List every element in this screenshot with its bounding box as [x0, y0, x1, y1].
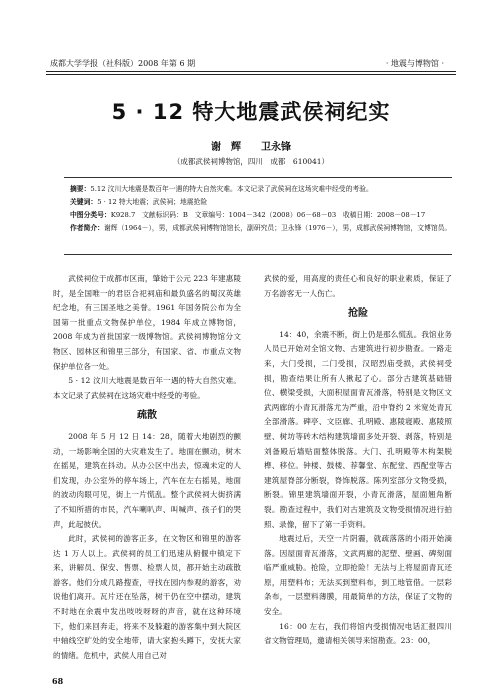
left-column — [53, 272, 241, 663]
article-title: 5 · 12 特大地震武侯祠纪实 — [111, 100, 391, 124]
page-number: 68 — [52, 676, 64, 686]
abstract-bottom-rule — [64, 254, 452, 255]
section-heading-evacuation: 疏散 — [137, 410, 157, 422]
affiliation: （成都武侯祠博物馆，四川 成都 610041） — [172, 157, 330, 166]
authors: 谢 辉 卫永锋 — [211, 142, 291, 153]
paragraph: 此时，武侯祠的游客正多，在文物区和锦里的游客达 1 万人以上。武侯祠的员工们迅速从俯偃中镇定下来，讲解员、保安、售票、检票人员，都开始主动疏散游客。他们分成几路搜查，寻找在园内参观的游客，劝说他们离开。瓦片还在坠落，树干仍在空中摆动，建筑不时地在余震中发出吱吱呀呀的声音，就在这种环境下，他们来回奔走，将来不及躲避的游客集中到大院区中轴线空旷处的安全地带，请大家抱头蹲下，安抚大家的情绪。危机中，武侯人用自己对 — [53, 534, 241, 660]
abstract-text: 5.12 汶川大地震是数百年一遇的特大自然灾难。本文记录了武侯祠在这场灾难中经受的考验。 — [90, 185, 373, 193]
paragraph: 武侯的爱，用高度的责任心和良好的职业素质，保证了万名游客无一人伤亡。 — [264, 274, 452, 298]
paragraph: 16：00 左右，我们将馆内受损情况电话汇报四川省文物管理局，邀请相关领导来馆勘查。23：00， — [264, 621, 452, 646]
keywords-text: 5 · 12 特大地震；武侯祠；地震抢险 — [97, 198, 208, 206]
keywords-line — [70, 197, 460, 208]
paragraph: 5 · 12 汶川大地震是数百年一遇的特大自然灾难。本文记录了武侯祠在这场灾难中经受的考验。 — [53, 376, 241, 400]
paragraph: 14：40，余震不断，街上仍是那么慌乱。我馆业务人员已开始对全馆文物、古建筑进行初步勘查。一路走来，大门受损，二门受损，汉昭烈庙受损，武侯祠受损，勘查结果让所有人揪起了心。部分古建筑基础错位、横梁受损，大面积屋面青瓦滑落，特别是文物区文武两廊的小青瓦滑落尤为严重，沿中脊约 2 米宽处青瓦全部滑落。碑亭、文臣廊、孔明殿、惠陵寝殿、惠陵照壁、树坊等砖木结构建筑墙面多处开裂、剥落，特别是刘备殿后墙贴面整体脱落。大门、孔明殿等木构架脱榫、移位。钟楼、鼓楼、荐馨堂、东配堂、西配堂等古建筑屋脊部分断裂，脊饰脱落。陈列室部分文物受损，断裂。锦里建筑墙面开裂，小青瓦滑落，屋面翘角断裂。勘查过程中，我们对古建筑及文物受损情况进行拍照、录像，留下了第一手资料。 — [264, 329, 452, 529]
classification-text: K928.7 文献标识码：B 文章编号：1004－342（2008）06－68－03 收稿日期：2008－08－17 — [110, 211, 426, 219]
header-rule — [46, 71, 456, 72]
paragraph: 2008 年 5 月 12 日 14：28，随着大地剧烈的颤动，一场影响全国的大灾难发生了。地面在颤动，树木在摇晃，建筑在抖动。从办公区中出去，惊魂未定的人们发现，办公室外的停车场上，汽车在左右摇晃，地面的波动肉眼可见，街上一片慌乱。整个武侯祠大街挤满了不知所措的市民，汽车喇叭声、叫喊声、孩子们的哭声，此起彼伏。 — [53, 431, 241, 529]
abstract-label: 摘要： — [70, 185, 91, 193]
author-bio-label: 作者简介： — [70, 224, 104, 232]
abstract-top-rule — [64, 177, 452, 178]
keywords-label: 关键词： — [70, 198, 98, 206]
section-header: · 地震与博物馆 · — [385, 59, 444, 68]
author-bio-line — [70, 223, 460, 234]
classification-label: 中图分类号： — [70, 211, 111, 219]
journal-header: 成都大学学报（社科版）2008 年第 6 期 — [50, 59, 196, 68]
header-rule-thin — [46, 74, 456, 75]
paragraph: 地震过后，天空一片阴霾，就疏落落的小雨开始滴落。因屋面青瓦滑落，文武两廊的泥塑、壁画、碑刻面临严重威胁。抢险，立即抢险！无法与上将屋面青瓦还原，用塑料布；无法买到塑料布，到工地管借。一层彩条布，一层塑料薄膜，用最简单的方法，保证了文物的安全。 — [264, 534, 452, 617]
abstract-line — [70, 184, 460, 195]
classification-line — [70, 210, 460, 221]
author-bio-text: 谢辉（1964－），男，成都武侯祠博物馆馆长，副研究员；卫永锋（1976－），男，成都武侯祠博物馆，文博馆员。 — [103, 224, 452, 232]
right-column — [264, 272, 452, 649]
paragraph: 武侯祠位于成都市区南，肇始于公元 223 年建惠陵时，是全国唯一的君臣合祀祠庙和最负盛名的蜀汉英雄纪念地，有三国圣地之美誉。1961 年国务院公布为全国第一批重点文物保护单位，1984 年成立博物馆，2008 年成为首批国家一级博物馆。武侯祠博物馆分文物区、园林区和锦里三部分，有国家、省、市重点文物保护单位各一处。 — [53, 274, 241, 371]
section-heading-rescue: 抢险 — [348, 308, 368, 320]
